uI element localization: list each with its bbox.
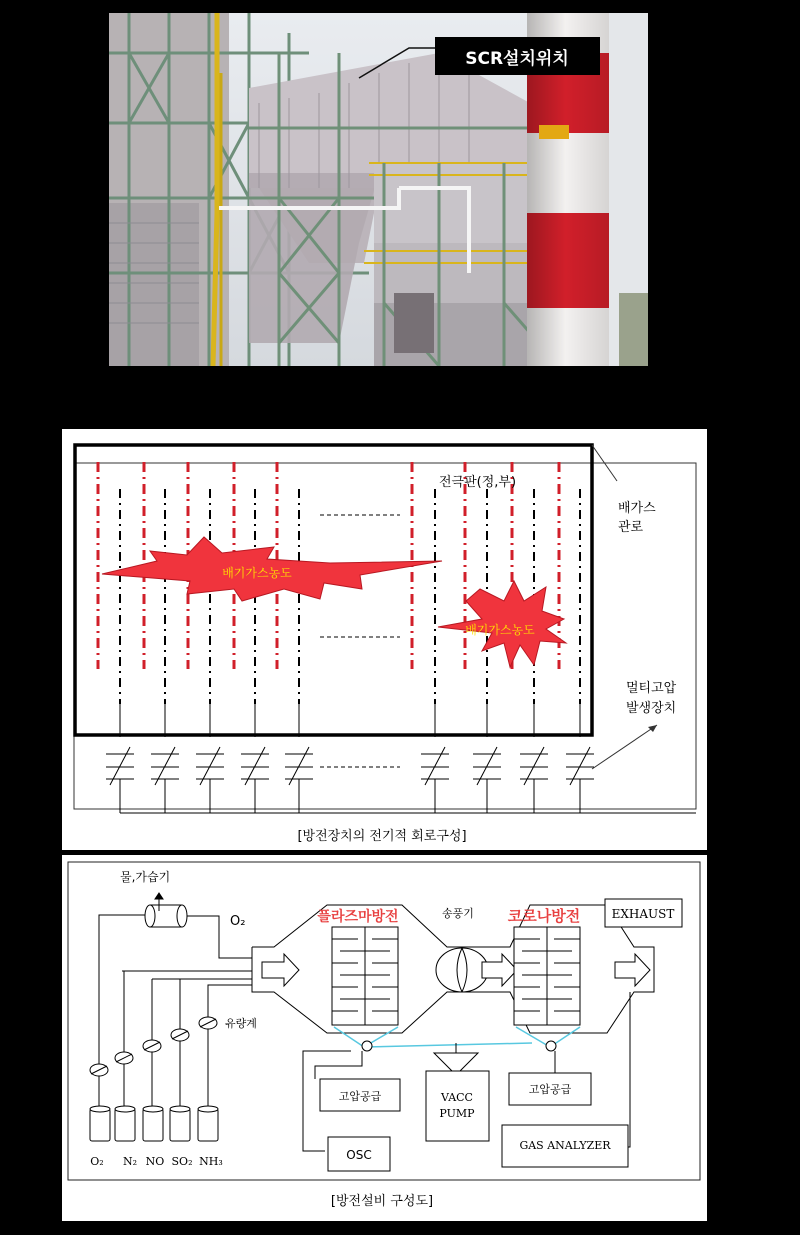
cylinder-label-o2: O₂ <box>90 1155 104 1168</box>
o2-line-label: O₂ <box>230 914 246 929</box>
humidifier-icon <box>145 893 187 927</box>
outlet-arrow-icon <box>615 954 650 986</box>
scr-location-label: SCR설치위치 <box>465 49 569 69</box>
vacc-pump-box <box>426 1071 489 1141</box>
exhaust-burst-label-1: 배기가스농도 <box>222 566 292 580</box>
hv-switches <box>106 747 594 813</box>
circuit-caption: [방전장치의 전기적 회로구성] <box>297 829 467 844</box>
vacc-label-2: PUMP <box>439 1107 475 1120</box>
cylinder-label-no: NO <box>145 1155 165 1168</box>
electrode-label: 전극판(정,부) <box>439 475 517 490</box>
hv-generator-label-2: 발생장치 <box>626 701 677 716</box>
setup-caption: [방전설비 구성도] <box>330 1194 434 1209</box>
blower-icon <box>436 948 488 992</box>
inlet-arrow-icon <box>262 954 299 986</box>
corona-reactor <box>514 927 580 1025</box>
hv-supply-label-2: 고압공급 <box>528 1083 572 1096</box>
cylinder-label-so2: SO₂ <box>171 1155 193 1168</box>
circuit-panel <box>62 429 707 850</box>
exhaust-label: EXHAUST <box>611 907 675 921</box>
cylinder-label-nh3: NH₃ <box>199 1155 223 1168</box>
flowmeter-label: 유량계 <box>225 1017 257 1030</box>
setup-panel <box>62 855 707 1221</box>
cylinder-label-n2: N₂ <box>122 1155 138 1168</box>
duct-label-1: 배가스 <box>618 501 656 516</box>
duct-label-2: 관로 <box>618 520 644 535</box>
vacc-label-1: VACC <box>441 1091 473 1104</box>
gas-analyzer-label: GAS ANALYZER <box>519 1139 611 1152</box>
hv-supply-label-1: 고압공급 <box>338 1090 382 1103</box>
osc-label: OSC <box>346 1148 372 1162</box>
humidifier-label: 물,가습기 <box>120 870 171 884</box>
blower-label: 송풍기 <box>442 907 474 920</box>
plasma-reactor <box>332 927 398 1025</box>
gas-cylinders <box>90 1106 218 1141</box>
corona-discharge-label: 코로나방전 <box>507 907 581 925</box>
flowmeter-icons <box>90 1017 217 1076</box>
scr-photo <box>109 13 648 366</box>
hv-generator-label-1: 멀티고압 <box>626 681 677 696</box>
blower-arrow-icon <box>482 954 517 986</box>
exhaust-burst-label-2: 배기가스농도 <box>465 623 535 637</box>
plasma-discharge-label: 플라즈마방전 <box>317 909 399 925</box>
